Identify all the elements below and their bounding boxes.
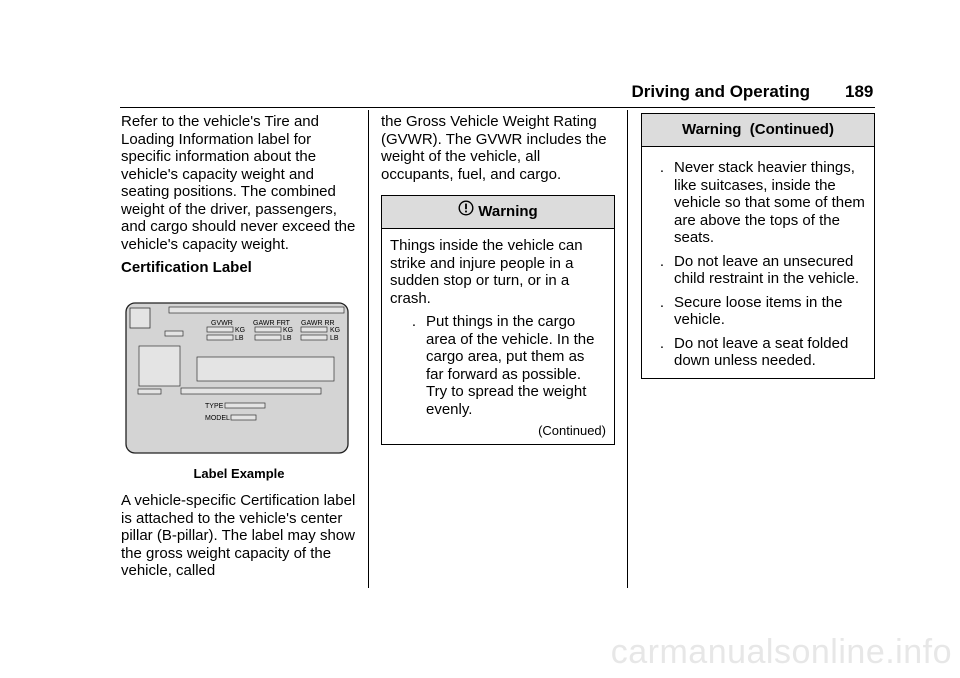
gvwr-label: GVWR bbox=[211, 319, 233, 327]
gawr-frt-kg-unit: KG bbox=[283, 326, 294, 334]
model-label: MODEL bbox=[205, 414, 230, 422]
list-item bbox=[650, 159, 866, 247]
gvwr-paragraph: the Gross Vehicle Weight Rating (GVWR). The GVWR includes the weight of the vehicle, all occupants, fuel, and cargo. bbox=[381, 113, 607, 183]
bullet-dot: . bbox=[659, 293, 665, 311]
gvwr-kg-unit: KG bbox=[235, 326, 246, 334]
gawr-frt-label: GAWR FRT bbox=[253, 319, 290, 327]
header-rule bbox=[120, 107, 875, 108]
warning-continued-header: Warning (Continued) bbox=[642, 114, 874, 147]
warning-continued-box bbox=[641, 113, 875, 379]
continued-label: (Continued) bbox=[538, 423, 606, 438]
gawr-rr-lb-unit: LB bbox=[330, 334, 339, 342]
list-item-text: Never stack heavier things, like suitcases, inside the vehicle so that some of them are above the tops of the seats. bbox=[674, 159, 865, 246]
bullet-dot: . bbox=[411, 313, 417, 330]
list-item bbox=[390, 313, 606, 418]
column-1 bbox=[121, 113, 357, 586]
figure-caption: Label Example bbox=[193, 465, 285, 481]
gawr-frt-lb-unit: LB bbox=[283, 334, 292, 342]
label-figure bbox=[121, 299, 357, 457]
certification-paragraph: A vehicle-specific Certification label is attached to the vehicle's center pillar (B-pillar). The label may show the gross weight capacity of the vehicle, called bbox=[121, 492, 356, 579]
type-label: TYPE bbox=[205, 402, 224, 410]
column-divider bbox=[627, 110, 628, 588]
section-title: Driving and Operating bbox=[631, 82, 810, 101]
list-item bbox=[650, 294, 866, 329]
warning-title: Warning bbox=[478, 203, 538, 220]
list-item bbox=[650, 253, 866, 288]
bullet-dot: . bbox=[659, 252, 665, 270]
bullet-dot: . bbox=[659, 334, 665, 352]
column-2 bbox=[381, 113, 615, 445]
gawr-rr-label: GAWR RR bbox=[301, 319, 335, 327]
column-3 bbox=[641, 113, 875, 379]
watermark: carmanualsonline.info bbox=[610, 633, 952, 671]
certification-label-heading: Certification Label bbox=[121, 259, 252, 276]
certification-label-illustration bbox=[121, 299, 353, 457]
bullet-dot: . bbox=[659, 159, 665, 176]
page-number: 189 bbox=[845, 82, 874, 101]
gawr-rr-kg-unit: KG bbox=[330, 326, 341, 334]
list-item-text: Do not leave an unsecured child restraint in the vehicle. bbox=[674, 252, 860, 287]
list-item-text: Secure loose items in the vehicle. bbox=[674, 293, 843, 328]
warning-header bbox=[382, 196, 614, 229]
warning-icon bbox=[458, 196, 474, 228]
column-divider bbox=[368, 110, 369, 588]
list-item-text: Put things in the cargo area of the vehicle. In the cargo area, put them as far forward as possible. Try to spread the weight evenly. bbox=[426, 313, 595, 418]
list-item bbox=[650, 335, 866, 370]
gvwr-lb-unit: LB bbox=[235, 334, 244, 342]
intro-paragraph: Refer to the vehicle's Tire and Loading Information label for specific information about the vehicle's capacity weight and seating positions. The combined weight of the driver, passengers, and cargo should never exceed the vehicle's capacity weight. bbox=[121, 113, 356, 253]
list-item-text: Do not leave a seat folded down unless needed. bbox=[674, 334, 849, 369]
warning-box bbox=[381, 195, 615, 445]
warning-text: Things inside the vehicle can strike and injure people in a sudden stop or turn, or in a crash. bbox=[390, 237, 583, 307]
